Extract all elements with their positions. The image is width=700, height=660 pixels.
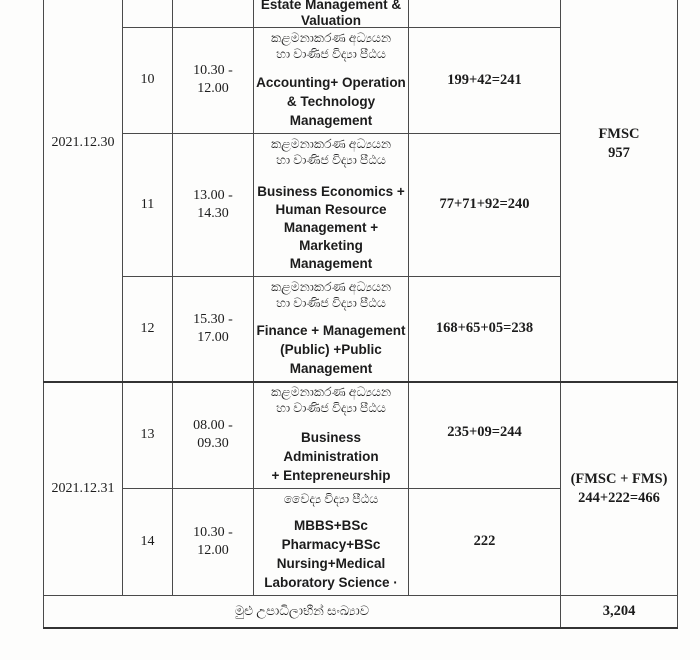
subject-english-label: Business Economics + Human Resource Management + Marketing Management	[257, 184, 405, 271]
session-number-cell: 14	[140, 533, 155, 549]
subject-cell	[254, 27, 408, 133]
subject-english-label: Finance + Management (Public) +Public Management	[256, 323, 406, 376]
date-cell: 2021.12.30	[51, 135, 115, 150]
subject-cell	[254, 488, 408, 595]
count-cell: 199+42=241	[447, 71, 522, 88]
faculty-sinhala-label: කළමනාකරණ අධ්‍යයන හා වාණිජ විද්‍යා පීඨය	[270, 280, 392, 310]
faculty-sinhala-label: කළමනාකරණ අධ්‍යයන හා වාණිජ විද්‍යා පීඨය	[270, 137, 392, 167]
subject-cell-partial: Estate Management & Valuation	[260, 0, 402, 28]
subject-cell	[254, 276, 408, 381]
time-cell: 10.30 - 12.00	[193, 524, 233, 558]
faculty-sinhala-label: කළමනාකරණ අධ්‍යයන හා වාණිජ විද්‍යා පීඨය	[270, 385, 392, 415]
subject-cell	[254, 133, 408, 276]
time-cell: 08.00 - 09.30	[193, 417, 233, 451]
table-bottom-border-line	[43, 627, 678, 629]
table-grid-line	[677, 0, 678, 629]
session-number-cell: 13	[140, 426, 155, 442]
grand-total-value: 3,204	[602, 602, 636, 619]
count-cell: 222	[473, 533, 496, 549]
session-number-cell: 12	[140, 320, 155, 336]
faculty-sinhala-label: වෛද්‍ය විද්‍යා පීඨය	[283, 492, 379, 506]
subject-english-label: Business Administration + Entepreneurship	[271, 430, 391, 483]
count-cell: 168+65+05=238	[435, 320, 534, 336]
session-number-cell: 10	[140, 72, 155, 87]
date-cell: 2021.12.31	[51, 481, 115, 496]
subject-english-label: MBBS+BSc Pharmacy+BSc Nursing+Medical Laboratory Science ·	[264, 518, 398, 590]
section-total-cell: FMSC 957	[598, 126, 640, 161]
subject-cell	[254, 381, 408, 488]
section-total-cell: (FMSC + FMS) 244+222=466	[570, 471, 668, 506]
time-cell: 10.30 - 12.00	[193, 63, 233, 96]
grand-total-label: මුළු උපාධිලාභීන් සංඛ්‍යාව	[234, 603, 370, 619]
time-cell: 13.00 - 14.30	[193, 187, 233, 221]
time-cell: 15.30 - 17.00	[193, 311, 233, 345]
table-grid-line	[560, 0, 561, 629]
count-cell: 77+71+92=240	[439, 196, 530, 212]
faculty-sinhala-label: කළමනාකරණ අධ්‍යයන හා වාණිජ විද්‍යා පීඨය	[270, 31, 392, 61]
session-number-cell: 11	[140, 196, 155, 212]
table-grid-line	[43, 0, 44, 629]
subject-english-label: Accounting+ Operation & Technology Management	[256, 75, 406, 128]
count-cell: 235+09=244	[447, 424, 522, 440]
